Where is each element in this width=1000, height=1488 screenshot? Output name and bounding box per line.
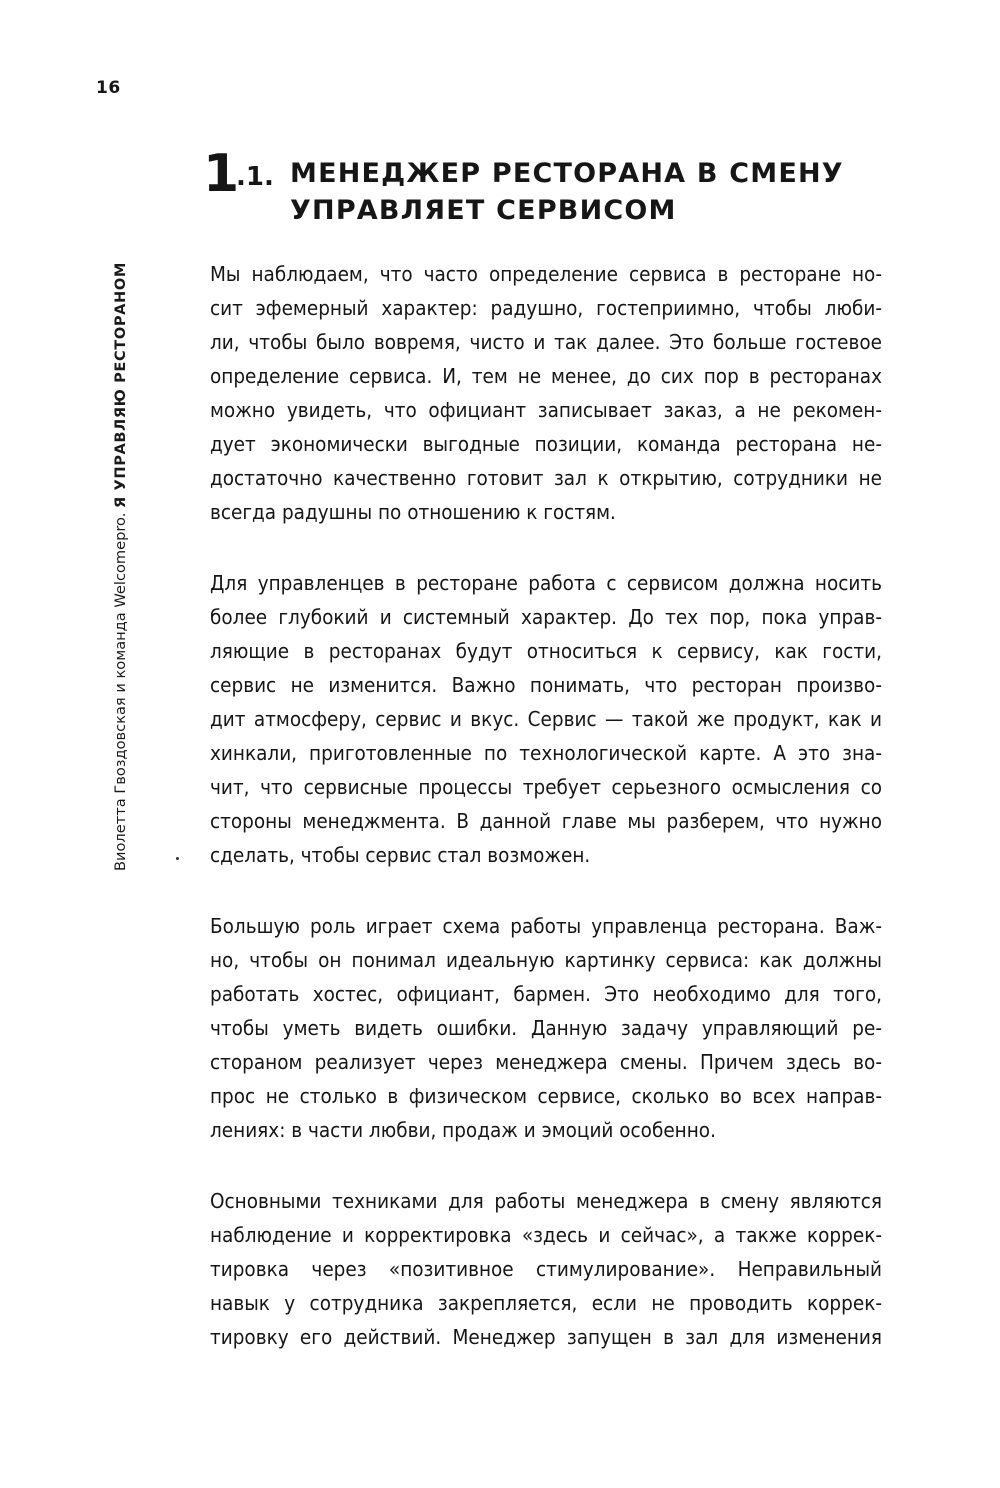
text-line: тировку его действий. Менеджер запущен в зал для изменения (210, 1325, 882, 1349)
paragraph (210, 257, 882, 529)
text-line: тировка через «позитивное стимулирование». Неправильный (210, 1257, 882, 1281)
body-text (210, 257, 882, 1391)
text-line: сит эфемерный характер: радушно, гостеприимно, чтобы люби- (210, 296, 882, 320)
text-line: наблюдение и корректировка «здесь и сейчас», а также коррек- (210, 1223, 882, 1247)
text-line: Для управленцев в ресторане работа с сервисом должна носить (210, 571, 882, 595)
paragraph (210, 909, 882, 1147)
text-line: Основными техниками для работы менеджера в смену являются (210, 1189, 882, 1213)
text-line: более глубокий и системный характер. До тех пор, пока управ- (210, 605, 882, 629)
text-line: сделать, чтобы сервис стал возможен. (210, 843, 591, 867)
text-line: можно увидеть, что официант записывает заказ, а не рекомен- (210, 398, 882, 422)
text-line: Мы наблюдаем, что часто определение сервиса в ресторане но- (210, 262, 882, 286)
text-line: хинкали, приготовленные по технологической карте. А это зна- (210, 741, 882, 765)
text-line: дует экономически выгодные позиции, команда ресторана не- (210, 432, 882, 456)
text-line: стороны менеджмента. В данной главе мы разберем, что нужно (210, 809, 882, 833)
text-line: прос не столько в физическом сервисе, сколько во всех направ- (210, 1084, 882, 1108)
text-line: сервис не изменится. Важно понимать, что ресторан произво- (210, 673, 882, 697)
paragraph (210, 566, 882, 872)
text-line: определение сервиса. И, тем не менее, до сих пор в ресторанах (210, 364, 882, 388)
text-line: лениях: в части любви, продаж и эмоций особенно. (210, 1118, 716, 1142)
page-number: 16 (96, 78, 121, 98)
text-line: дит атмосферу, сервис и вкус. Сервис — такой же продукт, как и (210, 707, 882, 731)
running-head-authors: Виолетта Гвоздовская и команда Welcomepro. (112, 512, 129, 871)
running-head-book-title: Я УПРАВЛЯЮ РЕСТОРАНОМ (112, 262, 129, 508)
margin-dot (176, 857, 179, 860)
text-line: стораном реализует через менеджера смены. Причем здесь во- (210, 1050, 882, 1074)
section-title-line-1: МЕНЕДЖЕР РЕСТОРАНА В СМЕНУ (290, 158, 844, 189)
text-line: навык у сотрудника закрепляется, если не проводить коррек- (210, 1291, 882, 1315)
paragraph (210, 1184, 882, 1354)
text-line: работать хостес, официант, бармен. Это необходимо для того, (210, 982, 882, 1006)
text-line: но, чтобы он понимал идеальную картинку сервиса: как должны (210, 948, 882, 972)
text-line: всегда радушны по отношению к гостям. (210, 500, 616, 524)
text-line: ляющие в ресторанах будут относиться к сервису, как гости, (210, 639, 882, 663)
text-line: чит, что сервисные процессы требует серьезного осмысления со (210, 775, 882, 799)
running-head (112, 163, 130, 871)
section-number-minor: .1. (236, 162, 274, 192)
section-number-major: 1 (203, 144, 239, 204)
text-line: Большую роль играет схема работы управленца ресторана. Важ- (210, 914, 882, 938)
section-title (290, 155, 890, 229)
section-title-line-2: УПРАВЛЯЕТ СЕРВИСОМ (290, 195, 677, 226)
text-line: достаточно качественно готовит зал к открытию, сотрудники не (210, 466, 882, 490)
text-line: чтобы уметь видеть ошибки. Данную задачу управляющий ре- (210, 1016, 882, 1040)
text-line: ли, чтобы было вовремя, чисто и так далее. Это больше гостевое (210, 330, 882, 354)
